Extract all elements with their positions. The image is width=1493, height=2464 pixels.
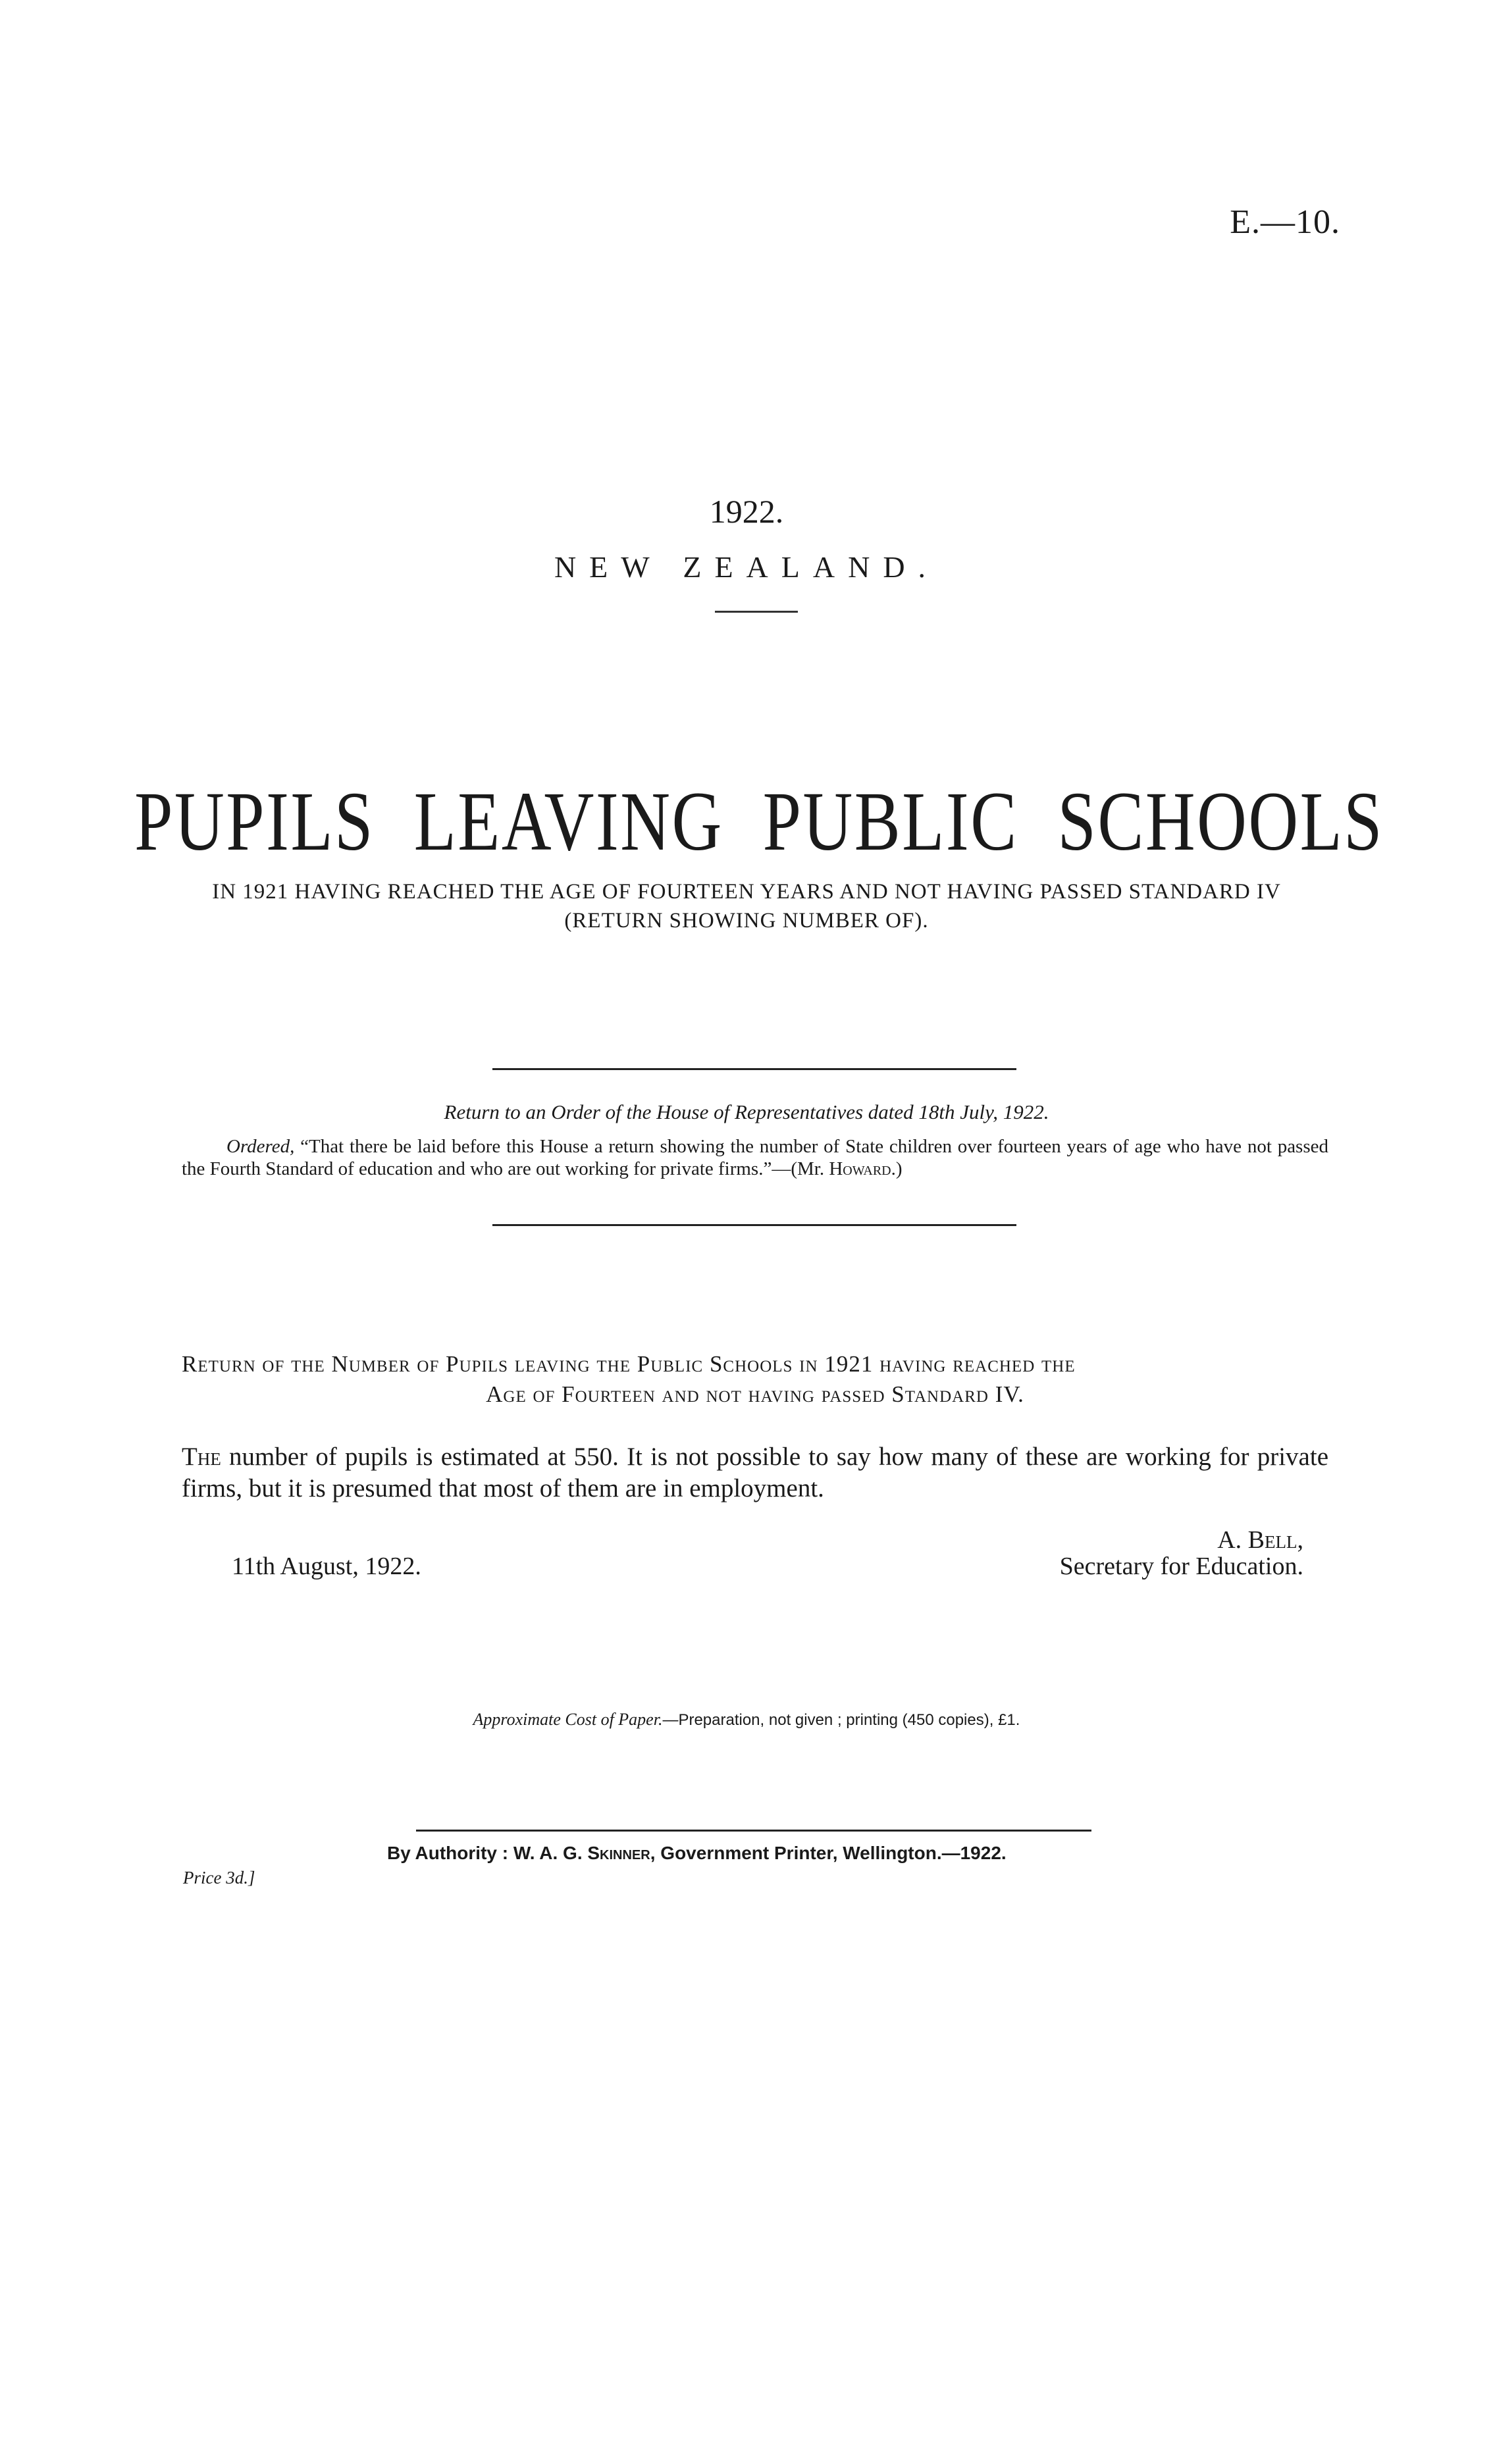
return-body-text: number of pupils is estimated at 550. It is not possible to say how many of these are working for private firms, but it is presumed that most of them are in employment. [182, 1443, 1329, 1502]
signer-name: A. Bell, [1217, 1526, 1303, 1554]
signer-title: Secretary for Education. [1059, 1553, 1303, 1580]
cost-label: Approximate Cost of Paper. [473, 1710, 663, 1729]
return-heading [182, 1349, 1328, 1410]
order-top-rule [492, 1068, 1016, 1070]
printer-name: W. A. G. Skinner, [513, 1843, 656, 1863]
return-heading-line-1: Return of the Number of Pupils leaving the Public Schools in 1921 having reached the [182, 1351, 1076, 1377]
signature-date: 11th August, 1922. [232, 1553, 421, 1580]
document-year: 1922. [709, 493, 784, 530]
price-note: Price 3d.] [183, 1868, 255, 1887]
order-text [182, 1135, 1328, 1180]
footer-rule [416, 1830, 1091, 1832]
order-lead: Ordered, [226, 1136, 295, 1157]
page-reference: E.—10. [1230, 203, 1340, 241]
return-body [182, 1441, 1328, 1504]
document-subtitle: IN 1921 HAVING REACHED THE AGE OF FOURTEEN YEARS AND NOT HAVING PASSED STANDARD IV (RETURN SHOWING NUMBER OF). [212, 880, 1281, 933]
masthead-divider [715, 611, 798, 613]
order-body: “That there be laid before this House a return showing the number of State children over fourteen years of age who have not passed the Fourth Standard of education and who are out working for private firms.”—(Mr. [182, 1136, 1329, 1179]
cost-note [0, 1710, 1493, 1730]
authority-suffix: Government Printer, Wellington.—1922. [660, 1843, 1007, 1863]
order-heading: Return to an Order of the House of Representatives dated 18th July, 1922. [444, 1100, 1049, 1123]
return-body-first-word: The [182, 1443, 221, 1471]
order-mover: Howard.) [829, 1158, 903, 1179]
country-heading: NEW ZEALAND. [554, 550, 939, 584]
order-bottom-rule [492, 1224, 1016, 1226]
document-title: PUPILS LEAVING PUBLIC SCHOOLS [134, 775, 1384, 868]
printer-imprint [387, 1843, 1119, 1864]
authority-prefix: By Authority : [387, 1843, 509, 1863]
return-heading-line-2: Age of Fourteen and not having passed Standard IV. [486, 1381, 1024, 1407]
cost-text: —Preparation, not given ; printing (450 copies), £1. [662, 1711, 1020, 1729]
